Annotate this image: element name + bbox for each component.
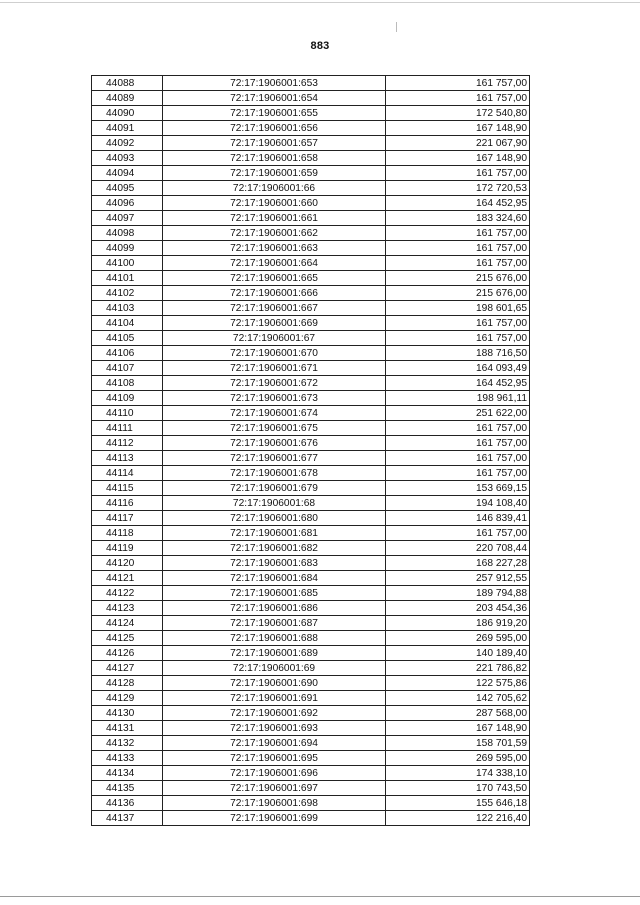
cadastral-value-cell: 215 676,00 [386,286,530,301]
cadastral-number-cell: 72:17:1906001:690 [163,676,386,691]
table-row [92,466,530,481]
cadastral-value-cell: 164 093,49 [386,361,530,376]
cadastral-number-cell: 72:17:1906001:665 [163,271,386,286]
row-id-cell: 44136 [92,796,163,811]
cadastral-value-cell: 158 701,59 [386,736,530,751]
cadastral-value-cell: 164 452,95 [386,196,530,211]
cadastral-number-cell: 72:17:1906001:662 [163,226,386,241]
row-id-cell: 44122 [92,586,163,601]
cadastral-value-cell: 172 540,80 [386,106,530,121]
cadastral-value-cell: 198 961,11 [386,391,530,406]
cadastral-value-cell: 221 786,82 [386,661,530,676]
cadastral-value-cell: 153 669,15 [386,481,530,496]
table-row [92,736,530,751]
table-row [92,241,530,256]
row-id-cell: 44129 [92,691,163,706]
cadastral-number-cell: 72:17:1906001:673 [163,391,386,406]
cadastral-value-cell: 269 595,00 [386,631,530,646]
cadastral-number-cell: 72:17:1906001:660 [163,196,386,211]
row-id-cell: 44128 [92,676,163,691]
cadastral-number-cell: 72:17:1906001:658 [163,151,386,166]
table-row [92,121,530,136]
table-row [92,346,530,361]
row-id-cell: 44104 [92,316,163,331]
table-row [92,706,530,721]
cadastral-number-cell: 72:17:1906001:66 [163,181,386,196]
cadastral-number-cell: 72:17:1906001:669 [163,316,386,331]
cadastral-value-cell: 167 148,90 [386,121,530,136]
cadastral-number-cell: 72:17:1906001:671 [163,361,386,376]
cadastral-number-cell: 72:17:1906001:667 [163,301,386,316]
cadastral-number-cell: 72:17:1906001:655 [163,106,386,121]
cadastral-value-cell: 220 708,44 [386,541,530,556]
cadastral-value-cell: 189 794,88 [386,586,530,601]
row-id-cell: 44110 [92,406,163,421]
cadastral-value-cell: 269 595,00 [386,751,530,766]
table-row [92,541,530,556]
cadastral-value-cell: 161 757,00 [386,241,530,256]
cadastral-value-cell: 287 568,00 [386,706,530,721]
table-row [92,601,530,616]
table-row [92,256,530,271]
cadastral-number-cell: 72:17:1906001:656 [163,121,386,136]
table-row [92,76,530,91]
row-id-cell: 44134 [92,766,163,781]
row-id-cell: 44123 [92,601,163,616]
cadastral-number-cell: 72:17:1906001:691 [163,691,386,706]
cadastral-value-table [91,75,530,826]
cadastral-value-cell: 161 757,00 [386,451,530,466]
table-row [92,661,530,676]
row-id-cell: 44094 [92,166,163,181]
cadastral-number-cell: 72:17:1906001:674 [163,406,386,421]
cadastral-number-cell: 72:17:1906001:680 [163,511,386,526]
cadastral-number-cell: 72:17:1906001:689 [163,646,386,661]
row-id-cell: 44091 [92,121,163,136]
table-row [92,631,530,646]
table-row [92,451,530,466]
table-row [92,691,530,706]
row-id-cell: 44125 [92,631,163,646]
table-row [92,586,530,601]
cadastral-value-cell: 161 757,00 [386,526,530,541]
cadastral-value-cell: 194 108,40 [386,496,530,511]
table-row [92,616,530,631]
row-id-cell: 44109 [92,391,163,406]
row-id-cell: 44090 [92,106,163,121]
cadastral-number-cell: 72:17:1906001:688 [163,631,386,646]
cadastral-value-cell: 155 646,18 [386,796,530,811]
cadastral-number-cell: 72:17:1906001:679 [163,481,386,496]
table-row [92,211,530,226]
cadastral-number-cell: 72:17:1906001:699 [163,811,386,826]
row-id-cell: 44097 [92,211,163,226]
cadastral-number-cell: 72:17:1906001:661 [163,211,386,226]
cadastral-value-cell: 167 148,90 [386,151,530,166]
row-id-cell: 44112 [92,436,163,451]
table-row [92,496,530,511]
cadastral-value-cell: 161 757,00 [386,166,530,181]
row-id-cell: 44089 [92,91,163,106]
cadastral-number-cell: 72:17:1906001:696 [163,766,386,781]
row-id-cell: 44103 [92,301,163,316]
cadastral-number-cell: 72:17:1906001:68 [163,496,386,511]
table-row [92,481,530,496]
table-row [92,646,530,661]
table-row [92,376,530,391]
cadastral-value-cell: 140 189,40 [386,646,530,661]
cadastral-value-cell: 257 912,55 [386,571,530,586]
table-row [92,316,530,331]
cadastral-number-cell: 72:17:1906001:686 [163,601,386,616]
cadastral-number-cell: 72:17:1906001:672 [163,376,386,391]
cadastral-value-cell: 215 676,00 [386,271,530,286]
cadastral-value-cell: 198 601,65 [386,301,530,316]
scan-top-edge [0,2,640,3]
row-id-cell: 44135 [92,781,163,796]
cadastral-value-cell: 146 839,41 [386,511,530,526]
cadastral-number-cell: 72:17:1906001:687 [163,616,386,631]
cadastral-number-cell: 72:17:1906001:654 [163,91,386,106]
row-id-cell: 44131 [92,721,163,736]
cadastral-value-cell: 203 454,36 [386,601,530,616]
table-row [92,676,530,691]
cadastral-value-cell: 122 216,40 [386,811,530,826]
table-row [92,781,530,796]
cadastral-value-cell: 161 757,00 [386,436,530,451]
row-id-cell: 44116 [92,496,163,511]
table-row [92,511,530,526]
row-id-cell: 44098 [92,226,163,241]
cadastral-number-cell: 72:17:1906001:681 [163,526,386,541]
table-row [92,181,530,196]
cadastral-value-cell: 188 716,50 [386,346,530,361]
row-id-cell: 44118 [92,526,163,541]
table-body [92,76,530,826]
row-id-cell: 44096 [92,196,163,211]
table-row [92,166,530,181]
cadastral-number-cell: 72:17:1906001:659 [163,166,386,181]
row-id-cell: 44132 [92,736,163,751]
table-row [92,301,530,316]
cadastral-number-cell: 72:17:1906001:692 [163,706,386,721]
cadastral-value-cell: 161 757,00 [386,331,530,346]
cadastral-value-cell: 251 622,00 [386,406,530,421]
cadastral-value-cell: 164 452,95 [386,376,530,391]
cadastral-number-cell: 72:17:1906001:678 [163,466,386,481]
table-row [92,571,530,586]
cadastral-value-cell: 221 067,90 [386,136,530,151]
table-row [92,136,530,151]
row-id-cell: 44114 [92,466,163,481]
table-row [92,226,530,241]
row-id-cell: 44126 [92,646,163,661]
row-id-cell: 44093 [92,151,163,166]
row-id-cell: 44105 [92,331,163,346]
cadastral-value-cell: 161 757,00 [386,256,530,271]
scan-mark [396,22,397,32]
cadastral-number-cell: 72:17:1906001:682 [163,541,386,556]
row-id-cell: 44108 [92,376,163,391]
table-row [92,556,530,571]
cadastral-number-cell: 72:17:1906001:685 [163,586,386,601]
cadastral-value-cell: 142 705,62 [386,691,530,706]
table-row [92,196,530,211]
cadastral-value-cell: 174 338,10 [386,766,530,781]
row-id-cell: 44113 [92,451,163,466]
row-id-cell: 44133 [92,751,163,766]
row-id-cell: 44106 [92,346,163,361]
cadastral-number-cell: 72:17:1906001:666 [163,286,386,301]
cadastral-number-cell: 72:17:1906001:677 [163,451,386,466]
table-row [92,271,530,286]
table-row [92,721,530,736]
cadastral-value-cell: 172 720,53 [386,181,530,196]
cadastral-number-cell: 72:17:1906001:684 [163,571,386,586]
cadastral-value-cell: 170 743,50 [386,781,530,796]
table-row [92,436,530,451]
table-row [92,406,530,421]
cadastral-number-cell: 72:17:1906001:676 [163,436,386,451]
cadastral-value-cell: 168 227,28 [386,556,530,571]
table-row [92,91,530,106]
cadastral-number-cell: 72:17:1906001:664 [163,256,386,271]
table-row [92,766,530,781]
cadastral-value-cell: 161 757,00 [386,466,530,481]
cadastral-number-cell: 72:17:1906001:670 [163,346,386,361]
page-number: 883 [310,40,330,52]
cadastral-value-cell: 183 324,60 [386,211,530,226]
cadastral-number-cell: 72:17:1906001:694 [163,736,386,751]
table-row [92,286,530,301]
cadastral-number-cell: 72:17:1906001:657 [163,136,386,151]
row-id-cell: 44117 [92,511,163,526]
table-row [92,106,530,121]
cadastral-number-cell: 72:17:1906001:698 [163,796,386,811]
row-id-cell: 44130 [92,706,163,721]
table-row [92,421,530,436]
cadastral-number-cell: 72:17:1906001:693 [163,721,386,736]
row-id-cell: 44127 [92,661,163,676]
table-row [92,391,530,406]
row-id-cell: 44137 [92,811,163,826]
cadastral-value-cell: 122 575,86 [386,676,530,691]
row-id-cell: 44111 [92,421,163,436]
cadastral-value-cell: 186 919,20 [386,616,530,631]
cadastral-number-cell: 72:17:1906001:675 [163,421,386,436]
cadastral-number-cell: 72:17:1906001:683 [163,556,386,571]
row-id-cell: 44099 [92,241,163,256]
cadastral-value-cell: 161 757,00 [386,421,530,436]
row-id-cell: 44095 [92,181,163,196]
row-id-cell: 44102 [92,286,163,301]
cadastral-number-cell: 72:17:1906001:69 [163,661,386,676]
table-row [92,811,530,826]
row-id-cell: 44092 [92,136,163,151]
table-row [92,151,530,166]
row-id-cell: 44120 [92,556,163,571]
cadastral-value-cell: 161 757,00 [386,91,530,106]
row-id-cell: 44100 [92,256,163,271]
cadastral-value-cell: 161 757,00 [386,76,530,91]
table-row [92,796,530,811]
cadastral-number-cell: 72:17:1906001:695 [163,751,386,766]
row-id-cell: 44124 [92,616,163,631]
row-id-cell: 44101 [92,271,163,286]
cadastral-number-cell: 72:17:1906001:653 [163,76,386,91]
cadastral-number-cell: 72:17:1906001:67 [163,331,386,346]
cadastral-number-cell: 72:17:1906001:697 [163,781,386,796]
row-id-cell: 44107 [92,361,163,376]
table-row [92,361,530,376]
cadastral-value-cell: 161 757,00 [386,226,530,241]
scan-bottom-edge [0,896,640,897]
table-row [92,331,530,346]
row-id-cell: 44121 [92,571,163,586]
row-id-cell: 44119 [92,541,163,556]
table-row [92,526,530,541]
cadastral-number-cell: 72:17:1906001:663 [163,241,386,256]
cadastral-value-cell: 167 148,90 [386,721,530,736]
row-id-cell: 44088 [92,76,163,91]
table-row [92,751,530,766]
row-id-cell: 44115 [92,481,163,496]
cadastral-value-cell: 161 757,00 [386,316,530,331]
